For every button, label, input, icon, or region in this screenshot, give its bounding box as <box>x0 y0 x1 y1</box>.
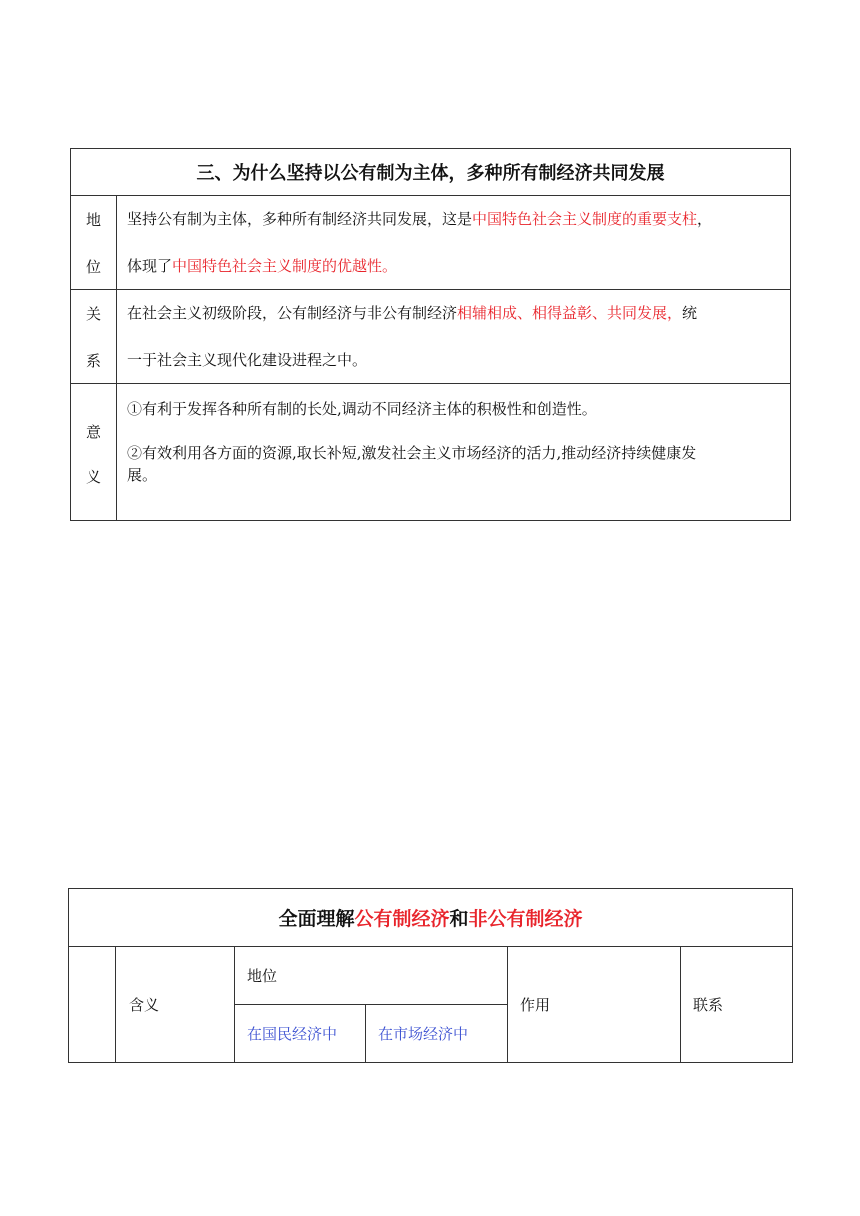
significance-item-2-line-2: 展。 <box>127 466 158 484</box>
table-title: 三、为什么坚持以公有制为主体，多种所有制经济共同发展 <box>71 149 790 196</box>
grid-line <box>365 1004 366 1062</box>
header-role: 作用 <box>520 996 551 1014</box>
relation-line-1: 在社会主义初级阶段，公有制经济与非公有制经济相辅相成、相得益彰、共同发展，统 <box>127 304 698 322</box>
relation-line-2: 一于社会主义现代化建设进程之中。 <box>127 351 368 369</box>
header-status-national: 在国民经济中 <box>247 1025 338 1043</box>
row-content-relation <box>127 290 782 384</box>
table-row-relation <box>71 290 790 384</box>
grid-line <box>680 947 681 1062</box>
row-content-status <box>127 196 782 290</box>
grid-line <box>115 947 116 1062</box>
header-status: 地位 <box>247 967 278 985</box>
row-label-status: 地 位 <box>71 196 117 289</box>
highlight-pillar: 中国特色社会主义制度的重要支柱 <box>472 210 698 228</box>
table-why-public-ownership <box>70 148 791 521</box>
table-row-status <box>71 196 790 290</box>
highlight-complement: 相辅相成、相得益彰、共同发展， <box>457 304 683 322</box>
header-meaning: 含义 <box>129 996 160 1014</box>
table-title: 全面理解 公有制经济 和 非公有制经济 <box>69 889 792 947</box>
row-content-significance <box>127 398 782 486</box>
grid-line <box>507 947 508 1062</box>
highlight-superiority: 中国特色社会主义制度的优越性。 <box>172 257 398 275</box>
header-relation: 联系 <box>693 996 724 1014</box>
table-understand-ownership <box>68 888 793 1063</box>
row-label-significance: 意 义 <box>71 384 117 521</box>
grid-line <box>234 1004 507 1005</box>
title-non-public-ownership: 非公有制经济 <box>468 908 583 930</box>
status-line-2: 体现了中国特色社会主义制度的优越性。 <box>127 257 398 275</box>
significance-item-1: ①有利于发挥各种所有制的长处,调动不同经济主体的积极性和创造性。 <box>127 400 597 418</box>
significance-item-2-line-1: ②有效利用各方面的资源,取长补短,激发社会主义市场经济的活力,推动经济持续健康发 <box>127 444 697 462</box>
header-status-market: 在市场经济中 <box>378 1025 469 1043</box>
status-line-1: 坚持公有制为主体，多种所有制经济共同发展，这是中国特色社会主义制度的重要支柱， <box>127 210 713 228</box>
row-label-relation: 关 系 <box>71 290 117 383</box>
table-row-significance <box>71 384 790 521</box>
title-public-ownership: 公有制经济 <box>354 908 450 930</box>
